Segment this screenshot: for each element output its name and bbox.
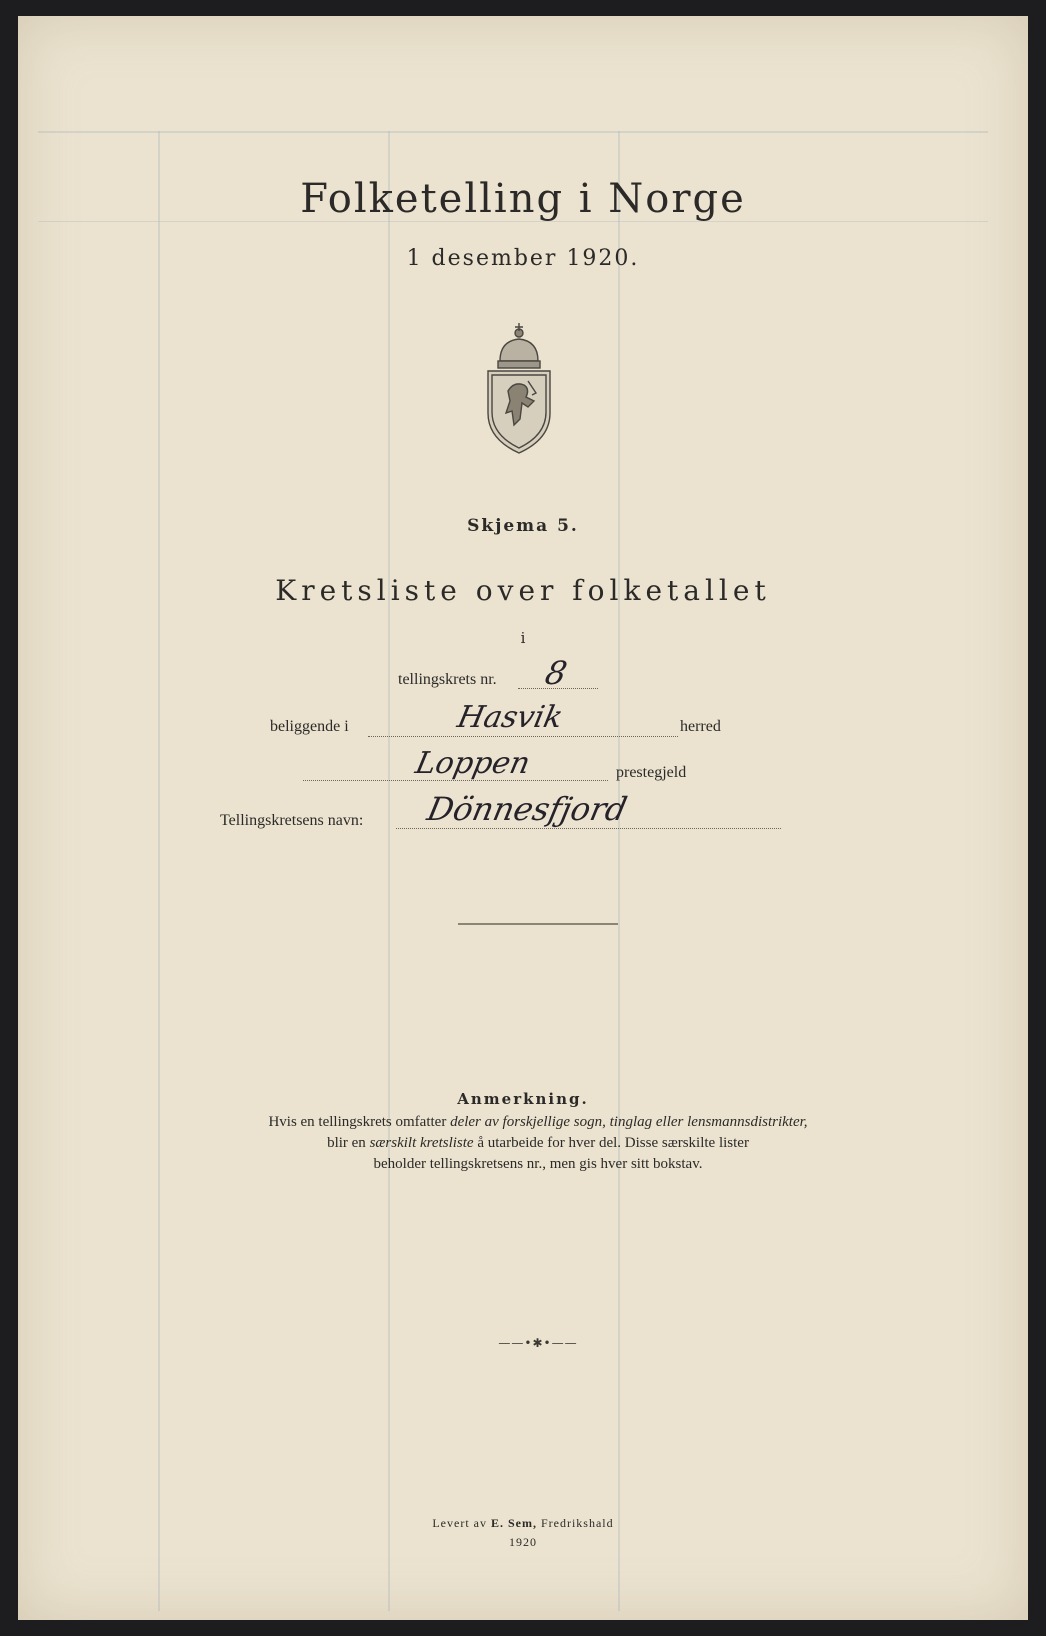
printer-text: Levert av (432, 1516, 491, 1530)
bleed-through-line (618, 131, 620, 1611)
print-year: 1920 (509, 1535, 537, 1549)
census-date: 1 desember 1920. (406, 246, 640, 271)
form-heading: Kretsliste over folketallet (275, 574, 771, 607)
page-title: Folketelling i Norge (300, 176, 746, 222)
note-emphasis: særskilt kretsliste (369, 1135, 474, 1151)
krets-label: tellingskrets nr. (398, 671, 497, 688)
note-text: blir en (327, 1135, 370, 1151)
prestegjeld-value: Loppen (412, 746, 534, 781)
printer-credit (18, 1516, 1028, 1531)
bleed-through-line (38, 131, 988, 133)
herred-value: Hasvik (454, 700, 566, 735)
bleed-through-line (158, 131, 160, 1611)
note-text: å utarbeide for hver del. Disse særskilte lister (473, 1135, 749, 1151)
ornament-divider: ——•✱•—— (498, 1336, 578, 1350)
note-line-1 (168, 1112, 908, 1133)
note-text: Hvis en tellingskrets omfatter (268, 1114, 451, 1130)
krets-name-value: Dönnesfjord (423, 790, 631, 828)
note-heading: Anmerkning. (457, 1090, 589, 1108)
printer-place: Fredrikshald (536, 1516, 614, 1530)
herred-line (368, 736, 678, 737)
krets-name-label: Tellingskretsens navn: (220, 812, 364, 829)
beliggende-label: beliggende i (270, 718, 349, 735)
census-form-page (18, 16, 1028, 1620)
krets-name-line (396, 828, 781, 829)
section-divider (458, 923, 618, 925)
herred-label: herred (680, 718, 721, 735)
note-line-3: beholder tellingskretsens nr., men gis hver sitt bokstav. (373, 1156, 703, 1172)
note-emphasis: deler av forskjellige sogn, tinglag eller lensmannsdistrikter, (450, 1114, 808, 1130)
note-line-2 (168, 1133, 908, 1154)
bleed-through-line (388, 131, 390, 1611)
schema-number: Skjema 5. (467, 516, 579, 536)
connector-word: i (520, 629, 526, 647)
krets-value: 8 (541, 654, 571, 692)
prestegjeld-label: prestegjeld (616, 764, 687, 781)
norway-coat-of-arms-icon (480, 321, 558, 456)
printer-name: E. Sem, (490, 1516, 537, 1530)
